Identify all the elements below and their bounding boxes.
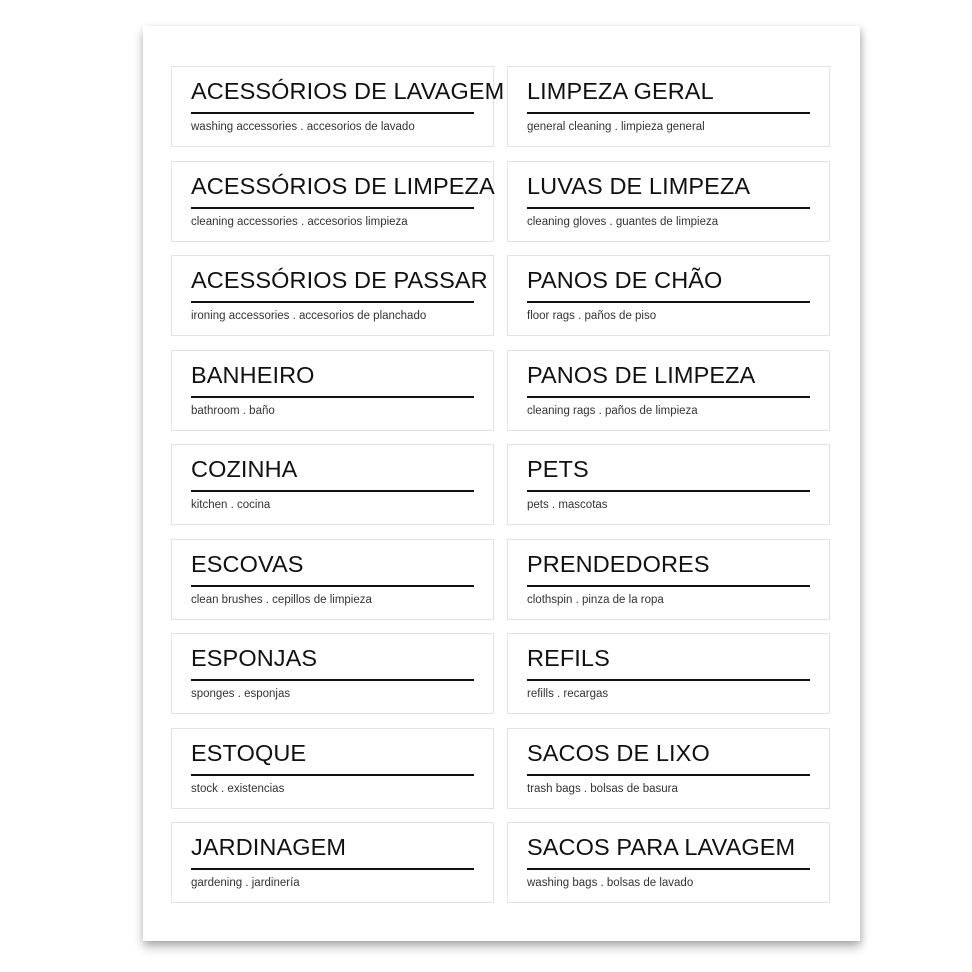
- label-sheet: [143, 26, 860, 941]
- label-title: LUVAS DE LIMPEZA: [527, 172, 751, 199]
- label-title: PRENDEDORES: [527, 550, 710, 577]
- label-acessorios-de-passar: [171, 255, 494, 336]
- label-subtitle: bathroom . baño: [191, 404, 275, 417]
- label-rule: [191, 679, 474, 681]
- label-rule: [527, 490, 810, 492]
- label-subtitle: cleaning gloves . guantes de limpieza: [527, 215, 719, 228]
- label-subtitle: refills . recargas: [527, 688, 609, 700]
- label-acessorios-de-lavagem: [171, 66, 505, 147]
- label-subtitle: clean brushes . cepillos de limpieza: [191, 593, 372, 606]
- label-prendedores: [507, 539, 830, 620]
- label-title: ESPONJAS: [191, 645, 318, 671]
- label-subtitle: stock . existencias: [191, 782, 285, 795]
- label-grid: [171, 66, 830, 903]
- label-panos-de-chao: [507, 255, 830, 336]
- label-subtitle: washing bags . bolsas de lavado: [527, 877, 694, 889]
- label-rule: [191, 207, 474, 209]
- label-title: SACOS PARA LAVAGEM: [527, 834, 796, 860]
- label-rule: [191, 774, 474, 776]
- label-acessorios-de-limpeza: [171, 161, 494, 242]
- label-subtitle: cleaning accessories . accesorios limpieza: [191, 215, 408, 228]
- label-title: BANHEIRO: [191, 361, 315, 388]
- label-title: PANOS DE CHÃO: [527, 267, 723, 293]
- label-rule: [191, 301, 474, 303]
- label-rule: [191, 112, 474, 114]
- label-title: ACESSÓRIOS DE PASSAR: [191, 267, 488, 293]
- label-luvas-de-limpeza: [507, 161, 830, 242]
- label-rule: [527, 585, 810, 587]
- label-limpeza-geral: [507, 66, 830, 147]
- label-banheiro: [171, 350, 494, 431]
- label-jardinagem: [171, 822, 494, 903]
- label-subtitle: pets . mascotas: [527, 499, 608, 511]
- label-title: REFILS: [527, 645, 610, 671]
- label-subtitle: ironing accessories . accesorios de planchado: [191, 310, 427, 322]
- label-rule: [191, 585, 474, 587]
- label-title: PANOS DE LIMPEZA: [527, 361, 756, 388]
- label-subtitle: general cleaning . limpieza general: [527, 121, 705, 133]
- label-rule: [527, 774, 810, 776]
- label-rule: [527, 207, 810, 209]
- label-title: LIMPEZA GERAL: [527, 78, 714, 104]
- label-panos-de-limpeza: [507, 350, 830, 431]
- label-refils: [507, 633, 830, 714]
- label-rule: [527, 396, 810, 398]
- label-esponjas: [171, 633, 494, 714]
- label-subtitle: washing accessories . accesorios de lavado: [191, 121, 415, 133]
- label-escovas: [171, 539, 494, 620]
- label-title: ESTOQUE: [191, 739, 307, 766]
- label-rule: [527, 112, 810, 114]
- label-title: ACESSÓRIOS DE LIMPEZA: [191, 172, 495, 199]
- label-subtitle: gardening . jardinería: [191, 877, 300, 889]
- label-title: PETS: [527, 456, 589, 482]
- label-title: SACOS DE LIXO: [527, 739, 710, 766]
- label-subtitle: floor rags . paños de piso: [527, 310, 657, 322]
- label-pets: [507, 444, 830, 525]
- label-title: JARDINAGEM: [191, 834, 347, 860]
- label-rule: [527, 301, 810, 303]
- label-subtitle: trash bags . bolsas de basura: [527, 782, 678, 795]
- label-sacos-de-lixo: [507, 728, 830, 809]
- label-subtitle: cleaning rags . paños de limpieza: [527, 404, 698, 417]
- label-rule: [191, 396, 474, 398]
- label-subtitle: kitchen . cocina: [191, 499, 271, 511]
- label-rule: [191, 490, 474, 492]
- label-title: COZINHA: [191, 456, 298, 482]
- label-cozinha: [171, 444, 494, 525]
- label-rule: [527, 868, 810, 870]
- label-subtitle: sponges . esponjas: [191, 688, 291, 700]
- label-rule: [527, 679, 810, 681]
- label-sacos-para-lavagem: [507, 822, 830, 903]
- label-title: ESCOVAS: [191, 550, 304, 577]
- label-rule: [191, 868, 474, 870]
- label-estoque: [171, 728, 494, 809]
- label-title: ACESSÓRIOS DE LAVAGEM: [191, 78, 505, 104]
- label-subtitle: clothspin . pinza de la ropa: [527, 593, 664, 606]
